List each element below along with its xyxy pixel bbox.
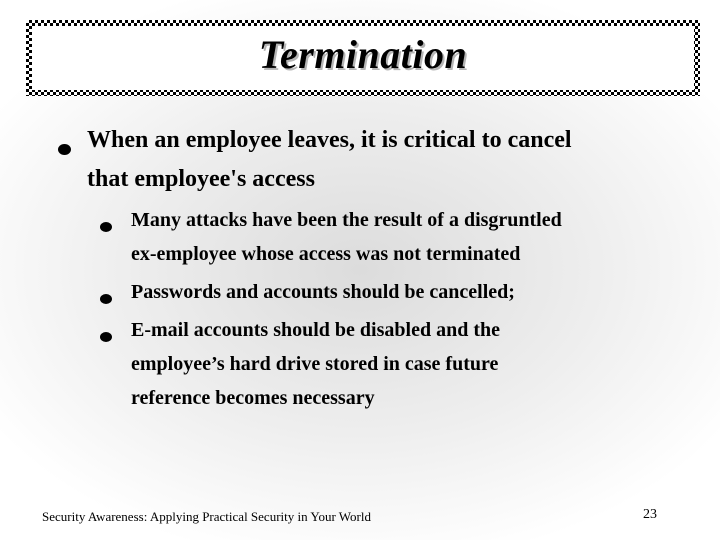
bullet-2-line-1: Many attacks have been the result of a disgruntled bbox=[131, 209, 562, 231]
bullet-1-line-2: that employee's access bbox=[87, 166, 315, 192]
bullet-3-dot bbox=[100, 294, 112, 304]
bullet-2-dot bbox=[100, 222, 112, 232]
slide-title: Termination bbox=[258, 31, 468, 77]
page-number: 23 bbox=[643, 507, 657, 522]
bullet-1-line-1: When an employee leaves, it is critical to cancel bbox=[87, 127, 572, 153]
footer-text: Security Awareness: Applying Practical Security in Your World bbox=[42, 509, 371, 524]
bullet-1-dot bbox=[58, 144, 71, 155]
title-banner bbox=[26, 20, 700, 96]
bullet-4-line-1: E-mail accounts should be disabled and the bbox=[131, 319, 500, 341]
bullet-4-line-2: employee’s hard drive stored in case future bbox=[131, 353, 499, 375]
bullet-4-line-3: reference becomes necessary bbox=[131, 387, 375, 409]
bullet-2-line-2: ex-employee whose access was not terminated bbox=[131, 243, 521, 265]
bullet-4-dot bbox=[100, 332, 112, 342]
bullet-3-line-1: Passwords and accounts should be cancelled; bbox=[131, 281, 515, 303]
